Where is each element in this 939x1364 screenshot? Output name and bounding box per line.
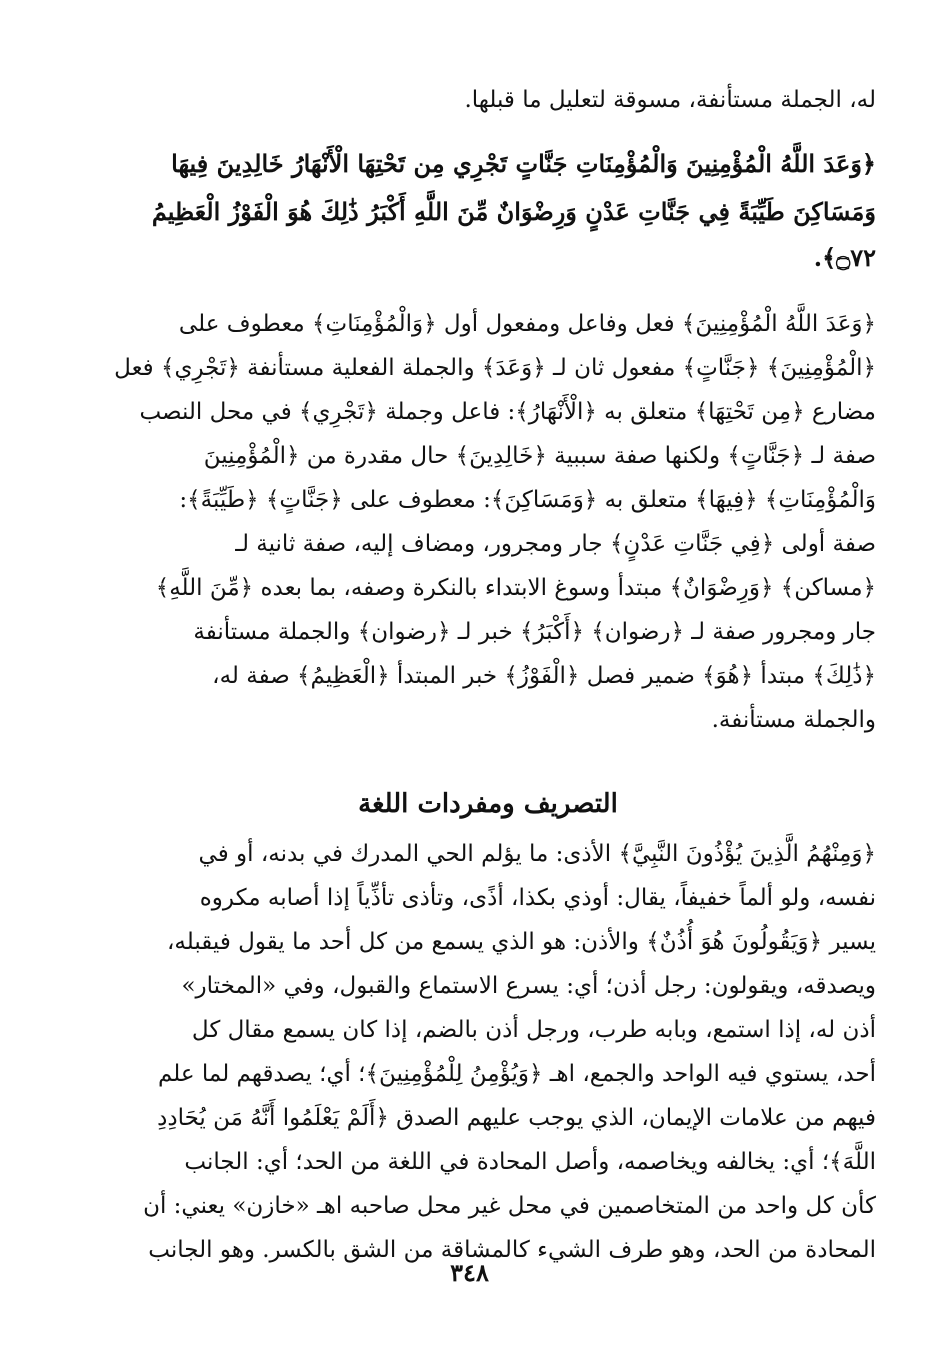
irab-line: ﴿ذَٰلِكَ﴾ مبتدأ ﴿هُوَ﴾ ضمير فصل ﴿الْفَوْزُ﴾ خبر المبتدأ ﴿الْعَظِيمُ﴾ صفة له، <box>212 663 876 689</box>
quran-verse <box>100 140 876 280</box>
irab-line: ﴿وَعَدَ اللَّهُ الْمُؤْمِنِينَ﴾ فعل وفاعل ومفعول أول ﴿وَالْمُؤْمِنَاتِ﴾ معطوف على <box>178 311 876 337</box>
lexicon-line: ﴿وَمِنْهُمُ الَّذِينَ يُؤْذُونَ النَّبِيَّ﴾ الأذى: ما يؤلم الحي المدرك في بدنه، أو في <box>198 841 876 867</box>
irab-line: وَالْمُؤْمِنَاتِ﴾ ﴿فِيهَا﴾ متعلق به ﴿وَمَسَاكِنَ﴾: معطوف على ﴿جَنَّاتٍ﴾ ﴿طَيِّبَةً﴾: <box>179 487 876 513</box>
lexicon-line: ويصدقه، ويقولون: رجل أذن؛ أي: يسرع الاستماع والقبول، وفي «المختار» <box>181 973 876 999</box>
page-body <box>100 78 876 1272</box>
lexicon-line: نفسه، ولو ألماً خفيفاً، يقال: أوذي بكذا، أذًى، وتأذى تأذِّياً إذا أصابه مكروه <box>199 885 876 911</box>
irab-line: مضارع ﴿مِن تَحْتِهَا﴾ متعلق به ﴿الْأَنْهَارُ﴾: فاعل وجملة ﴿تَجْرِي﴾ في محل النصب <box>139 399 876 425</box>
section-title: التصريف ومفردات اللغة <box>358 789 618 819</box>
lexicon-line: فيهم من علامات الإيمان، الذي يوجب عليهم الصدق ﴿أَلَمْ يَعْلَمُوا أَنَّهُ مَن يُحَادِدِ <box>157 1105 876 1131</box>
lexicon-line: اللَّهَ﴾؛ أي: يخالفه ويخاصمه، وأصل المحادة في اللغة من الحد؛ أي: الجانب <box>184 1149 876 1175</box>
lexicon-line: أذن له، إذا استمع، وبابه طرب، ورجل أذن بالضم، إذا كان يسمع مقال كل <box>191 1017 876 1043</box>
irab-line: والجملة مستأنفة. <box>711 707 876 733</box>
lexicon-paragraph <box>100 832 876 1272</box>
irab-line: صفة لـ ﴿جَنَّاتٍ﴾ ولكنها صفة سببية ﴿خَالِدِينَ﴾ حال مقدرة من ﴿الْمُؤْمِنِينَ <box>203 443 876 469</box>
irab-line: ﴿مساكن﴾ ﴿وَرِضْوَانٌ﴾ مبتدأ وسوغ الابتداء بالنكرة وصفه، بما بعده ﴿مِّنَ اللَّهِ﴾ <box>155 575 876 601</box>
irab-line: صفة أولى ﴿فِي جَنَّاتِ عَدْنٍ﴾ جار ومجرور، ومضاف إليه، صفة ثانية لـ <box>235 531 876 557</box>
page-number: ٣٤٨ <box>450 1258 489 1287</box>
lexicon-line: كأن كل واحد من المتخاصمين في محل غير محل صاحبه اهـ «خازن» يعني: أن <box>143 1193 876 1219</box>
lexicon-line: يسير ﴿وَيَقُولُونَ هُوَ أُذُنٌ﴾ والأذن: هو الذي يسمع من كل أحد ما يقول فيقبله، <box>166 929 876 955</box>
irab-paragraph <box>100 302 876 742</box>
verse-line: ﴿وَعَدَ اللَّهُ الْمُؤْمِنِينَ وَالْمُؤْمِنَاتِ جَنَّاتٍ تَجْرِي مِن تَحْتِهَا الْأَنْهَارُ خَالِدِينَ فِيهَا <box>171 149 876 178</box>
lexicon-line: المحادة من الحد، وهو طرف الشيء كالمشاقة من الشق بالكسر. وهو الجانب <box>148 1237 876 1263</box>
irab-line: جار ومجرور صفة لـ ﴿رضوان﴾ ﴿أَكْبَرُ﴾ خبر لـ ﴿رضوان﴾ والجملة مستأنفة <box>193 619 876 645</box>
lexicon-line: أحد، يستوي فيه الواحد والجمع، اهـ ﴿وَيُؤْمِنُ لِلْمُؤْمِنِينَ﴾؛ أي؛ يصدقهم لما علم <box>157 1061 876 1087</box>
intro-line: له، الجملة مستأنفة، مسوقة لتعليل ما قبلها. <box>464 87 876 113</box>
irab-line: ﴿الْمُؤْمِنِينَ﴾ ﴿جَنَّاتٍ﴾ مفعول ثان لـ ﴿وَعَدَ﴾ والجملة الفعلية مستأنفة ﴿تَجْرِي﴾ فعل <box>114 355 876 381</box>
verse-line: وَمَسَاكِنَ طَيِّبَةً فِي جَنَّاتِ عَدْنٍ وَرِضْوَانٌ مِّنَ اللَّهِ أَكْبَرُ ذَٰلِكَ هُوَ الْفَوْزُ الْعَظِيمُ <box>151 197 876 226</box>
verse-line: ۝٧٢﴾. <box>813 243 876 272</box>
